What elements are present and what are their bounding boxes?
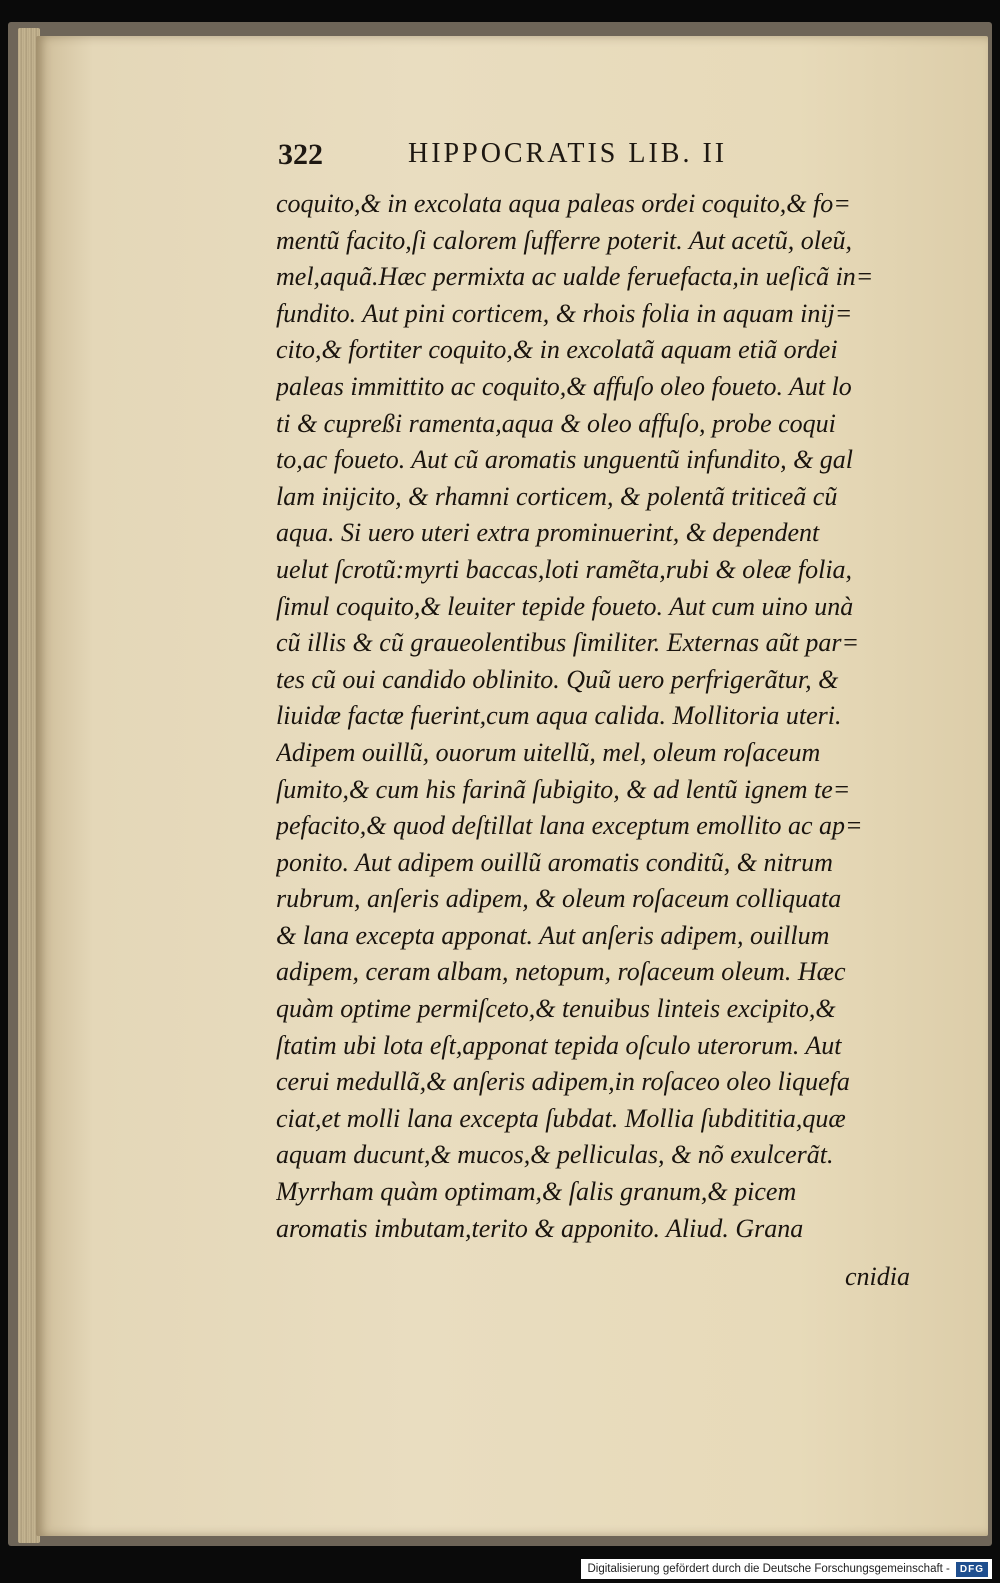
text-line: pefacito,& quod deſtillat lana exceptum emollito ac ap=	[276, 811, 863, 841]
text-line: to,ac foueto. Aut cũ aromatis unguentũ infundito, & gal	[276, 445, 854, 475]
digitization-footer	[581, 1559, 992, 1579]
running-title: HIPPOCRATIS LIB. II	[408, 138, 728, 169]
page-body-text	[276, 186, 936, 1247]
running-head	[278, 138, 838, 178]
text-line: tes cũ oui candido oblinito. Quũ uero perfrigerãtur, &	[276, 664, 839, 694]
text-line: Adipem ouillũ, ouorum uitellũ, mel, oleum roſaceum	[276, 737, 821, 767]
text-line: ciat,et molli lana excepta ſubdat. Mollia ſubdititia,quæ	[276, 1103, 846, 1133]
text-line: ponito. Aut adipem ouillũ aromatis conditũ, & nitrum	[276, 847, 833, 877]
text-line: ſumito,& cum his farinã ſubigito, & ad lentũ ignem te=	[276, 774, 851, 804]
text-line: mentũ facito,ſi calorem ſufferre poterit. Aut acetũ, oleũ,	[276, 225, 852, 255]
text-line: lam inijcito, & rhamni corticem, & polentã triticeã cũ	[276, 481, 838, 511]
text-line: rubrum, anſeris adipem, & oleum roſaceum colliquata	[276, 884, 842, 914]
text-line: liuidæ factæ fuerint,cum aqua calida. Mollitoria uteri.	[276, 701, 842, 731]
text-line: ti & cupreßi ramenta,aqua & oleo affuſo, probe coqui	[276, 408, 836, 438]
dfg-logo: DFG	[956, 1562, 988, 1577]
text-line: & lana excepta apponat. Aut anſeris adipem, ouillum	[276, 920, 830, 950]
text-line: coquito,& in excolata aqua paleas ordei coquito,& fo=	[276, 189, 851, 218]
text-line: cerui medullã,& anſeris adipem,in roſaceo oleo liquefa	[276, 1067, 850, 1097]
funding-note: Digitalisierung gefördert durch die Deutsche Forschungsgemeinschaft -	[587, 1563, 950, 1575]
text-line: mel,aquã.Hæc permixta ac ualde feruefacta,in ueſicã in=	[276, 262, 874, 292]
text-line: aqua. Si uero uteri extra prominuerint, & dependent	[276, 518, 820, 548]
text-line: ſtatim ubi lota eſt,apponat tepida oſculo uterorum. Aut	[276, 1030, 842, 1060]
text-line: ſimul coquito,& leuiter tepide foueto. Aut cum uino unà	[276, 591, 854, 621]
page-number: 322	[278, 138, 323, 171]
text-line: adipem, ceram albam, netopum, roſaceum oleum. Hæc	[276, 957, 846, 987]
text-line: quàm optime permiſceto,& tenuibus linteis excipito,&	[276, 994, 836, 1024]
text-line: aromatis imbutam,terito & apponito. Aliud. Grana	[276, 1213, 804, 1243]
text-line: uelut ſcrotũ:myrti baccas,loti ramẽta,rubi & oleæ folia,	[276, 554, 853, 584]
text-line: fundito. Aut pini corticem, & rhois folia in aquam inij=	[276, 298, 853, 328]
catchword: cnidia	[845, 1262, 910, 1291]
text-line: aquam ducunt,& mucos,& pelliculas, & nõ exulcerãt.	[276, 1140, 834, 1170]
text-line: Myrrham quàm optimam,& ſalis granum,& picem	[276, 1177, 797, 1207]
text-line: cũ illis & cũ graueolentibus ſimiliter. Externas aũt par=	[276, 628, 860, 658]
text-line: cito,& fortiter coquito,& in excolatã aquam etiã ordei	[276, 335, 838, 365]
text-line: paleas immittito ac coquito,& affuſo oleo foueto. Aut lo	[276, 371, 852, 401]
